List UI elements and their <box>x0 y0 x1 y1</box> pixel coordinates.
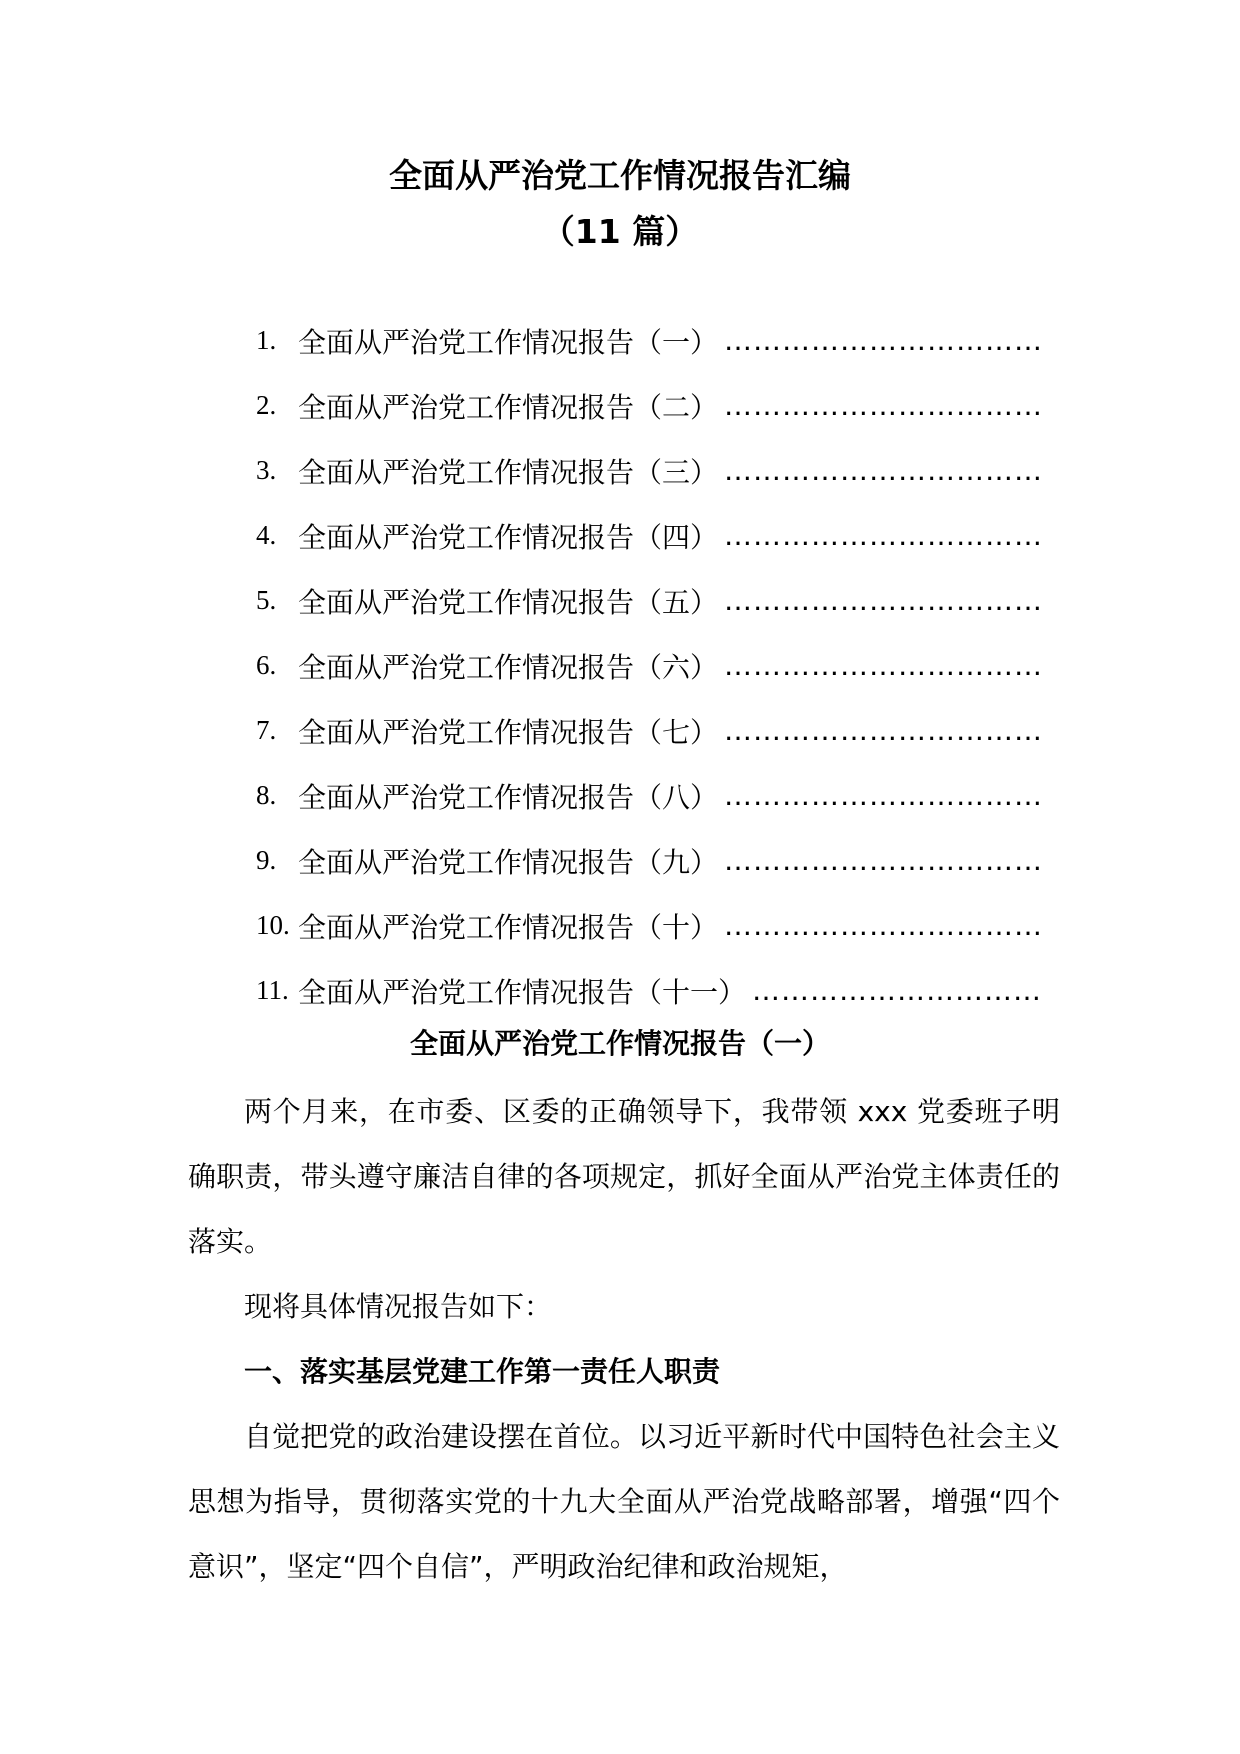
toc-leader: …………………………… <box>724 844 1044 877</box>
toc-item-11[interactable] <box>256 958 1056 1023</box>
toc-item-4[interactable] <box>256 503 1056 568</box>
toc-item-10[interactable] <box>256 893 1056 958</box>
toc-title: 全面从严治党工作情况报告（七） <box>298 715 719 749</box>
section-title: 全面从严治党工作情况报告（一） <box>409 1027 830 1060</box>
toc-title: 全面从严治党工作情况报告（九） <box>298 845 719 879</box>
toc-item-9[interactable] <box>256 828 1056 893</box>
toc-leader: …………………………… <box>724 584 1044 617</box>
toc-number: 11. <box>256 975 289 1005</box>
toc-leader: …………………………… <box>724 649 1044 682</box>
document-body <box>188 1079 1060 1599</box>
toc-title: 全面从严治党工作情况报告（六） <box>298 650 719 684</box>
toc-number: 1. <box>256 325 277 355</box>
toc-title: 全面从严治党工作情况报告（四） <box>298 520 719 554</box>
toc-item-3[interactable] <box>256 438 1056 503</box>
paragraph-1: 两个月来，在市委、区委的正确领导下，我带领 xxx 党委班子明确职责，带头遵守廉洁自律的各项规定，抓好全面从严治党主体责任的落实。 <box>188 1095 1060 1258</box>
toc-number: 3. <box>256 455 277 485</box>
toc-leader: …………………………… <box>724 779 1044 812</box>
toc-number: 10. <box>256 910 290 940</box>
toc-leader: …………………………… <box>724 454 1044 487</box>
toc-number: 2. <box>256 390 277 420</box>
toc-leader: …………………………… <box>724 324 1044 357</box>
toc-leader: …………………………… <box>724 714 1044 747</box>
toc-number: 6. <box>256 650 277 680</box>
toc-leader: …………………………… <box>724 909 1044 942</box>
toc-title: 全面从严治党工作情况报告（二） <box>298 390 719 424</box>
toc-leader: ………………………… <box>752 974 1043 1007</box>
toc-number: 8. <box>256 780 277 810</box>
paragraph-2: 现将具体情况报告如下： <box>244 1290 553 1323</box>
toc-title: 全面从严治党工作情况报告（十一） <box>298 975 747 1009</box>
toc-item-1[interactable] <box>256 308 1056 373</box>
toc-item-5[interactable] <box>256 568 1056 633</box>
toc-title: 全面从严治党工作情况报告（三） <box>298 455 719 489</box>
toc-title: 全面从严治党工作情况报告（一） <box>298 325 719 359</box>
document-title: 全面从严治党工作情况报告汇编 <box>389 156 851 195</box>
toc-title: 全面从严治党工作情况报告（八） <box>298 780 719 814</box>
toc-title: 全面从严治党工作情况报告（十） <box>298 910 719 944</box>
toc-number: 4. <box>256 520 277 550</box>
toc-number: 7. <box>256 715 277 745</box>
toc-number: 9. <box>256 845 277 875</box>
section-heading: 一、落实基层党建工作第一责任人职责 <box>244 1355 721 1388</box>
toc-item-8[interactable] <box>256 763 1056 828</box>
toc-item-6[interactable] <box>256 633 1056 698</box>
toc-title: 全面从严治党工作情况报告（五） <box>298 585 719 619</box>
toc-leader: …………………………… <box>724 389 1044 422</box>
toc-leader: …………………………… <box>724 519 1044 552</box>
paragraph-3: 自觉把党的政治建设摆在首位。以习近平新时代中国特色社会主义思想为指导，贯彻落实党的十九大全面从严治党战略部署，增强“四个意识”，坚定“四个自信”，严明政治纪律和政治规矩， <box>188 1420 1060 1583</box>
toc-item-2[interactable] <box>256 373 1056 438</box>
toc-number: 5. <box>256 585 277 615</box>
document-subtitle: （11 篇） <box>541 212 699 251</box>
toc-item-7[interactable] <box>256 698 1056 763</box>
table-of-contents <box>256 308 1056 1023</box>
